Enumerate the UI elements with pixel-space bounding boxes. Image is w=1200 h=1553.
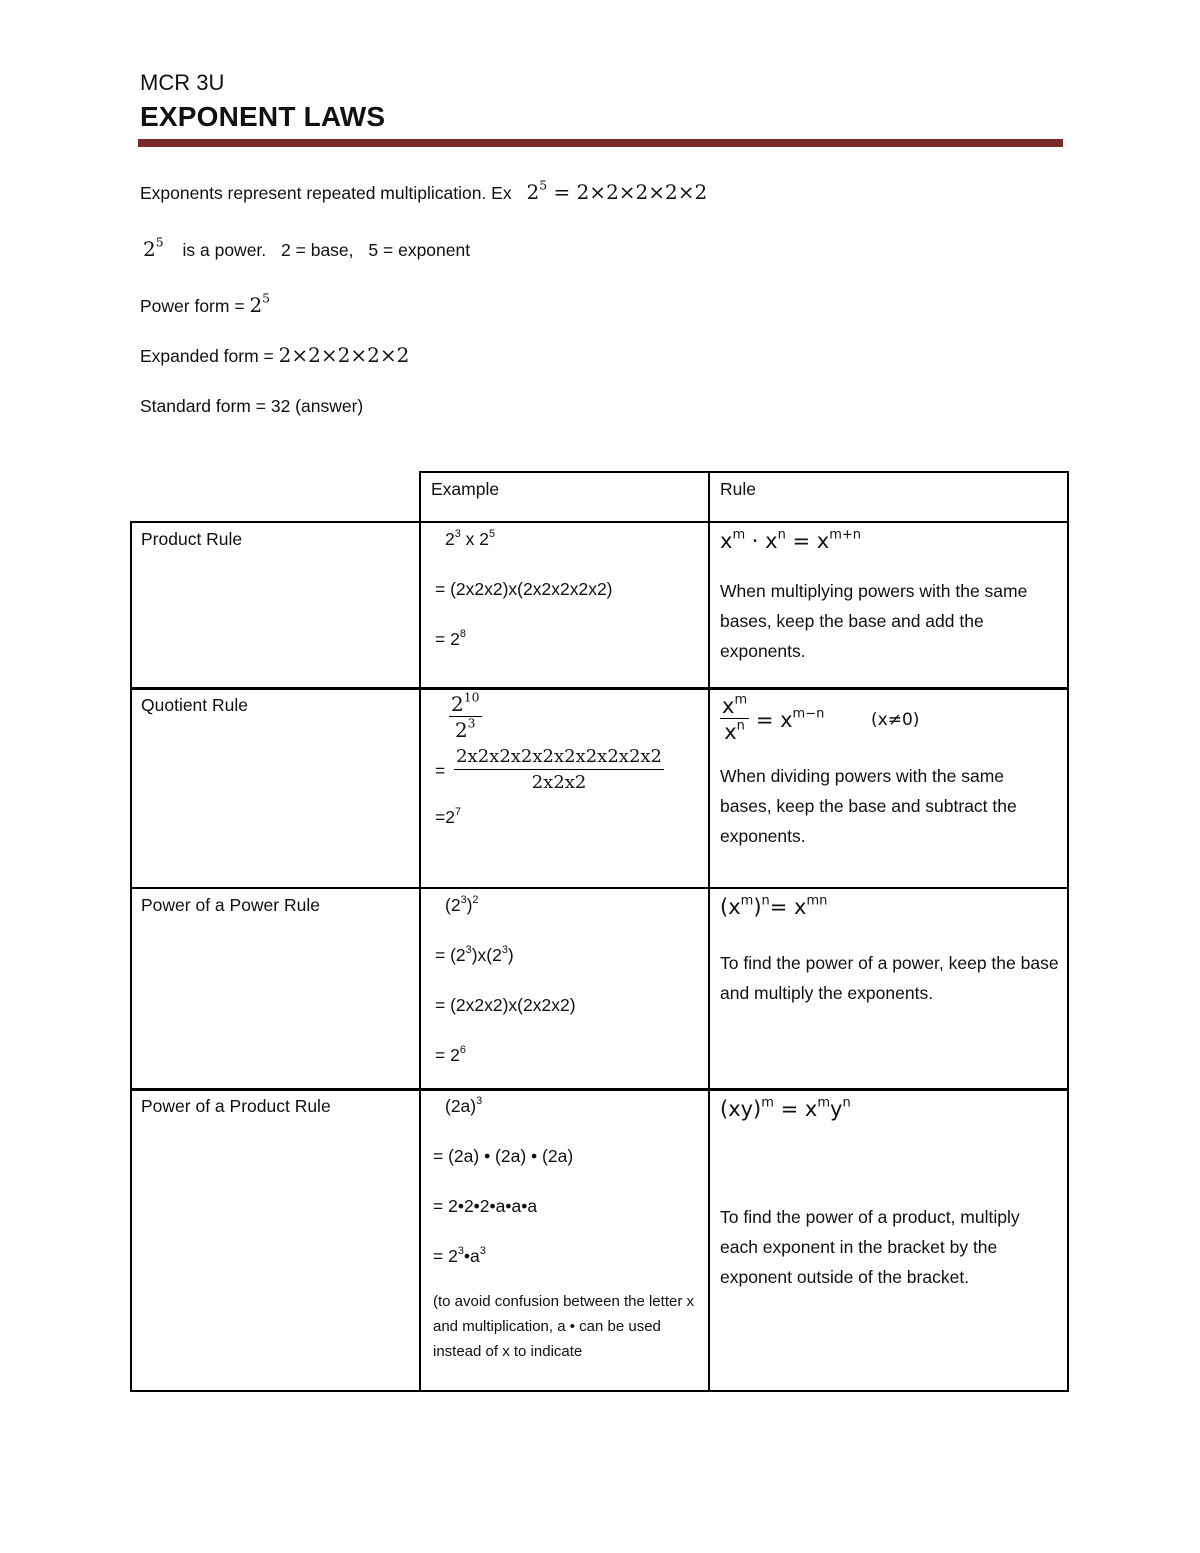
page-title: EXPONENT LAWS <box>140 101 386 132</box>
power-of-product-example: $(2a)^3$ = (2a) • (2a) • (2a) = 2•2•2•a•a•a = $2^3•a^3$ (to avoid confusion between the letter x and multiplication, a • can be used instead of x to indicate <box>433 1094 694 1360</box>
power-form: Power form = $2^5$ <box>140 290 271 317</box>
standard-form: Standard form = 32 (answer) <box>140 396 364 416</box>
course-code: MCR 3U <box>140 70 225 95</box>
product-rule-example: $2^3$ x $2^5$ = (2x2x2)x(2x2x2x2x2) = $2^8$ <box>435 527 613 649</box>
product-rule-rule: $x^m \cdot x^n = x^{m+n}$ When multiplying powers with the same bases, keep the base and add the exponents. <box>720 527 1028 661</box>
header-rule: Rule <box>720 479 756 499</box>
row-name-product-rule: Product Rule <box>141 529 243 549</box>
intro-line-2: $2^5$ is a power. 2 = base, 5 = exponent <box>143 234 471 261</box>
expanded-form: Expanded form = 2×2×2×2×2 <box>140 343 410 367</box>
power-of-power-rule: $(x^m)^n= x^{mn}$ To find the power of a power, keep the base and multiply the exponents. <box>720 893 1059 1003</box>
quotient-rule-rule: $\frac{x^m}{x^n}$ = $x^{m-n}$ (x≠0) When dividing powers with the same bases, keep the base and subtract the exponents. <box>720 692 1017 846</box>
row-name-power-of-a-power-rule: Power of a Power Rule <box>141 895 320 915</box>
power-of-product-rule: $(xy)^m = x^my^n$ To find the power of a product, multiply each exponent in the bracket by the exponent outside of the bracket. <box>720 1095 1020 1287</box>
quotient-rule-example: $\frac{2^{10}}{2^3}$ = $\frac{2x2x2x2x2x2x2x2x2x2}{2x2x2}$ $=2^7$ <box>435 689 662 827</box>
header-example: Example <box>431 479 500 499</box>
row-name-quotient-rule: Quotient Rule <box>141 695 249 715</box>
power-of-power-example: $(2^3)^2$ = $(2^3)x(2^3)$ = (2x2x2)x(2x2x2) = $2^6$ <box>435 893 576 1065</box>
row-name-power-of-a-product-rule: Power of a Product Rule <box>141 1096 331 1116</box>
intro-line-1: Exponents represent repeated multiplication. Ex $2^5 = 2\times 2\times 2\times 2\times 2$ <box>140 177 708 204</box>
title-divider <box>138 139 1063 147</box>
